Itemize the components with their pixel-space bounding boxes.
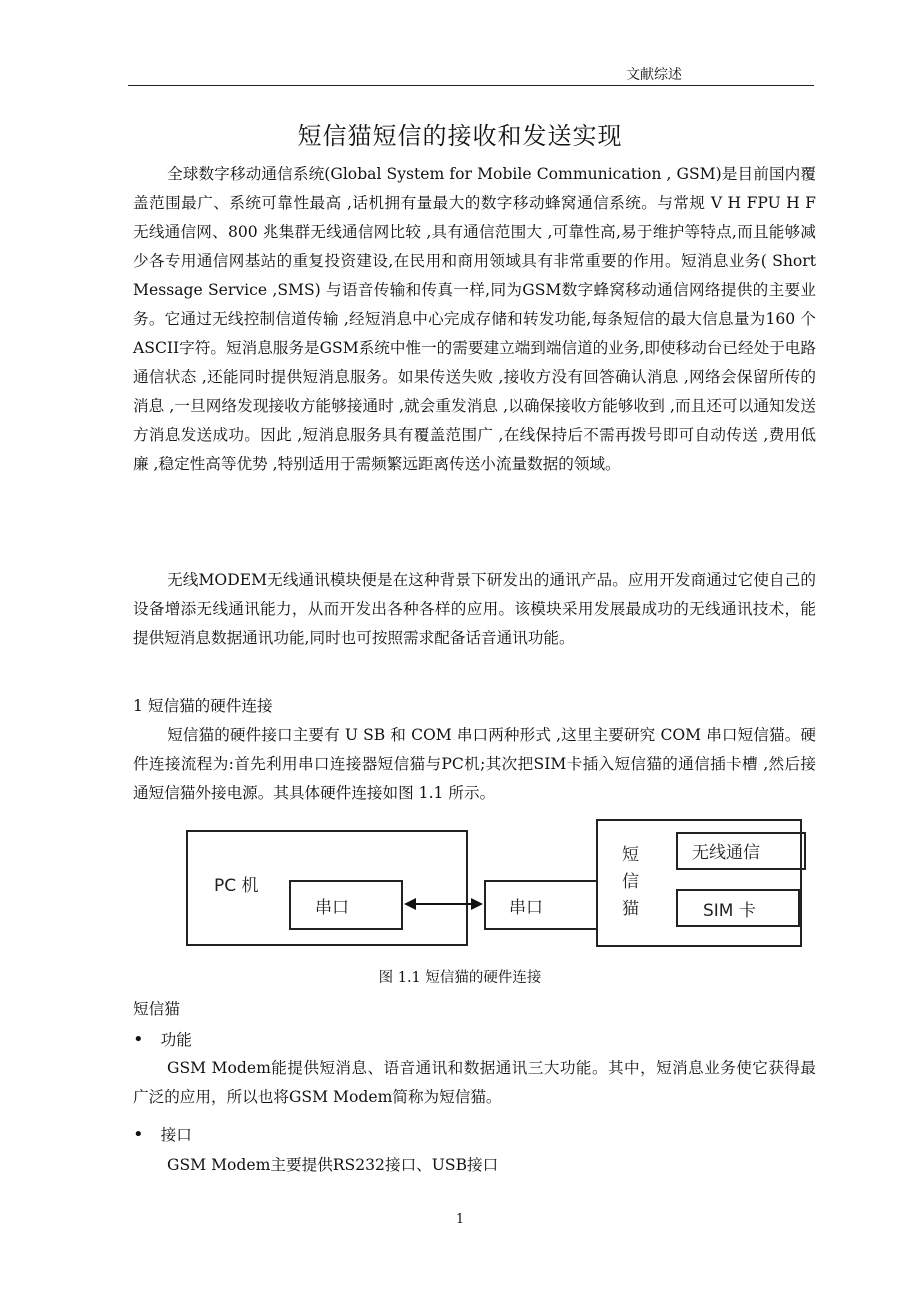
intro-paragraph-1 xyxy=(133,160,816,479)
section1-paragraph xyxy=(133,721,816,808)
bullet-interface-title: 接口 xyxy=(160,1126,192,1144)
bullet-icon: • xyxy=(133,1029,144,1050)
bullet-function-title: 功能 xyxy=(160,1031,192,1049)
bullet-item-interface xyxy=(133,1120,192,1150)
intro-paragraph-2 xyxy=(133,566,816,653)
intro-paragraph-1-text: 全球数字移动通信系统(Global System for Mobile Communication , GSM)是目前国内覆盖范围最广、系统可靠性最高 ,话机拥有量最大的数字移动蜂窝通信系统。与常规 V H FPU H F 无线通信网、800 兆集群无线通信网比较 ,具有通信范围大 ,可靠性高,易于维护等特点,而且能够减少各专用通信网基站的重复投资建设,在民用和商用领域具有非常重要的作用。短消息业务( Short Message Service ,SMS) 与语音传输和传真一样,同为GSM数字蜂窝移动通信网络提供的主要业务。它通过无线控制信道传输 ,经短消息中心完成存储和转发功能,每条短信的最大信息量为160 个ASCII字符。短消息服务是GSM系统中惟一的需要建立端到端信道的业务,即使移动台已经处于电路通信状态 ,还能同时提供短消息服务。如果传送失败 ,接收方没有回答确认消息 ,网络会保留所传的消息 ,一旦网络发现接收方能够接通时 ,就会重发消息 ,以确保接收方能够收到 ,而且还可以通知发送方消息发送成功。因此 ,短消息服务具有覆盖范围广 ,在线保持后不需再拨号即可自动传送 ,费用低廉 ,稳定性高等优势 ,特别适用于需频繁远距离传送小流量数据的领域。 xyxy=(133,165,816,473)
document-title: 短信猫短信的接收和发送实现 xyxy=(297,122,623,150)
interface-paragraph-text: GSM Modem主要提供RS232接口、USB接口 xyxy=(167,1156,499,1174)
section-heading-1: 1 短信猫的硬件连接 xyxy=(133,697,273,715)
sim-label: SIM 卡 xyxy=(703,901,756,921)
function-paragraph xyxy=(133,1054,816,1112)
arrow-head-left xyxy=(404,898,416,910)
interface-paragraph xyxy=(133,1151,816,1180)
section1-paragraph-text: 短信猫的硬件接口主要有 U SB 和 COM 串口两种形式 ,这里主要研究 COM 串口短信猫。硬件连接流程为:首先利用串口连接器短信猫与PC机;其次把SIM卡插入短信猫的通信插卡槽 ,然后接通短信猫外接电源。其具体硬件连接如图 1.1 所示。 xyxy=(133,726,816,802)
arrow-head-right xyxy=(471,898,483,910)
intro-paragraph-2-text: 无线MODEM无线通讯模块便是在这种背景下研发出的通讯产品。应用开发商通过它使自己的设备增添无线通讯能力，从而开发出各种各样的应用。该模块采用发展最成功的无线通讯技术，能提供短消息数据通讯功能,同时也可按照需求配备话音通讯功能。 xyxy=(133,571,816,647)
figure-caption: 图 1.1 短信猫的硬件连接 xyxy=(378,970,542,986)
modem-label-char-3: 猫 xyxy=(622,899,639,919)
running-header: 文献综述 xyxy=(626,67,682,83)
modem-label-char-2: 信 xyxy=(622,872,639,892)
bullet-icon: • xyxy=(133,1124,144,1145)
header-rule xyxy=(128,85,814,86)
serial-port-left-label: 串口 xyxy=(315,898,349,918)
bullet-item-function xyxy=(133,1025,192,1055)
modem-label-char-1: 短 xyxy=(622,845,639,865)
function-paragraph-text: GSM Modem能提供短消息、语音通讯和数据通讯三大功能。其中，短消息业务使它获得最广泛的应用，所以也将GSM Modem简称为短信猫。 xyxy=(133,1059,816,1106)
pc-label: PC 机 xyxy=(214,876,259,896)
modem-heading: 短信猫 xyxy=(133,1000,180,1018)
hardware-connection-diagram xyxy=(180,818,810,953)
page-number: 1 xyxy=(455,1212,465,1227)
serial-port-right-label: 串口 xyxy=(509,898,543,918)
wireless-label: 无线通信 xyxy=(692,843,760,863)
